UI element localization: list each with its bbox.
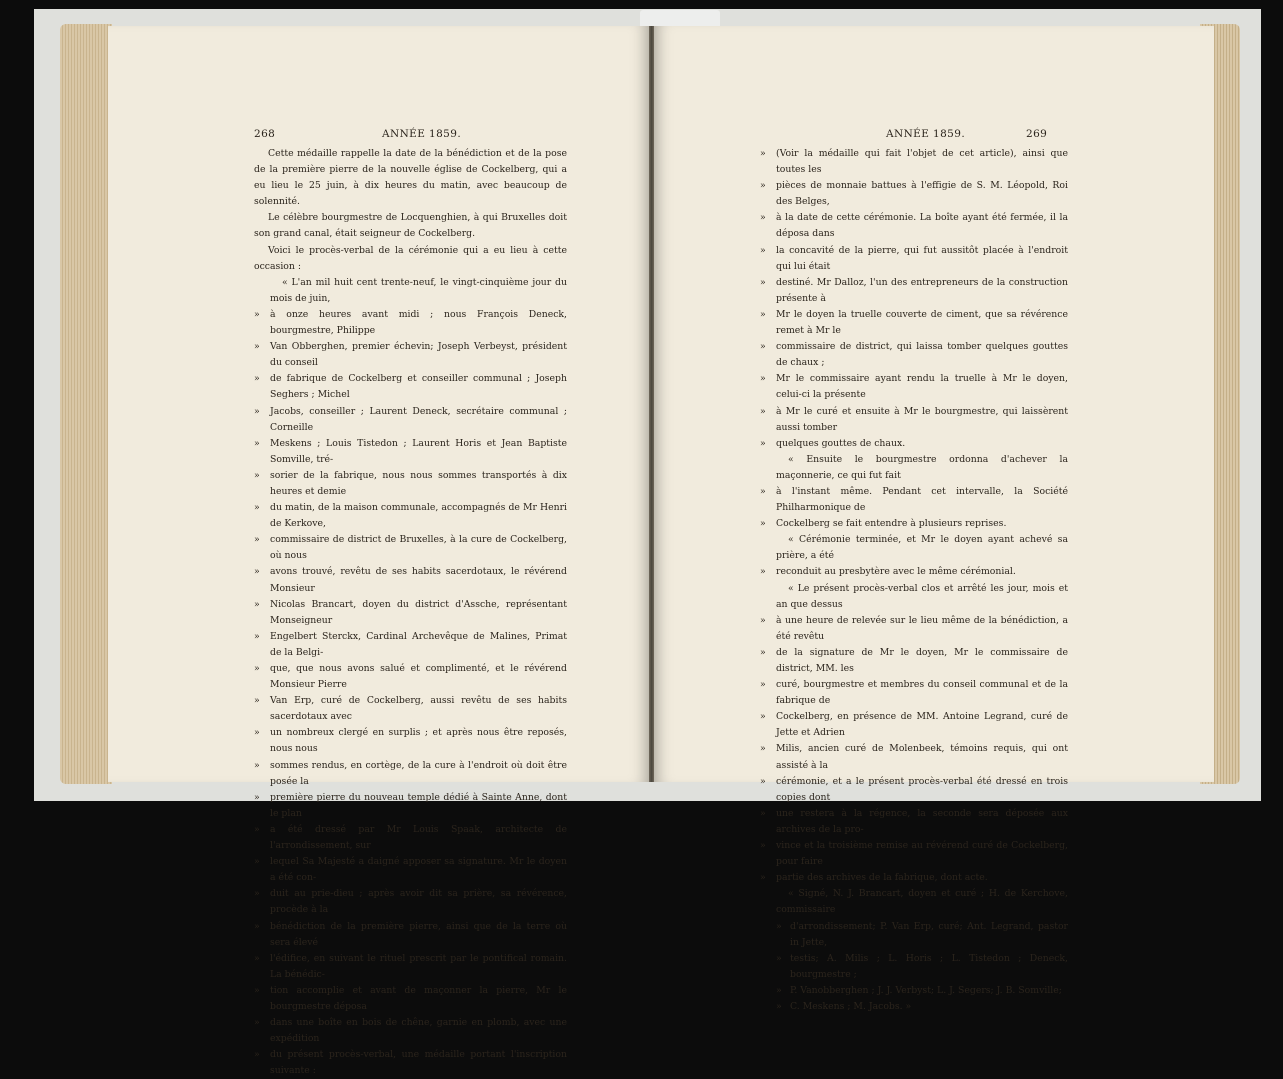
quote-line: » lequel Sa Majesté a daigné apposer sa signature. Mr le doyen a été con- — [254, 854, 567, 886]
quote-line: « Le présent procès-verbal clos et arrêté les jour, mois et an que dessus — [776, 582, 1068, 610]
quote-line: » Mr le doyen la truelle couverte de ciment, que sa révérence remet à Mr le — [760, 307, 1068, 339]
quote-line: » reconduit au presbytère avec le même cérémonial. — [760, 564, 1068, 580]
quote-line: » Van Obberghen, premier échevin; Joseph Verbeyst, président du conseil — [254, 339, 567, 371]
signature-line: » testis; A. Milis ; L. Horis ; L. Tistedon ; Deneck, bourgmestre ; — [760, 951, 1068, 983]
quote-line: » quelques gouttes de chaux. — [760, 436, 1068, 452]
right-text-block — [760, 146, 1068, 1015]
quote-line: » avons trouvé, revêtu de ses habits sacerdotaux, le révérend Monsieur — [254, 564, 567, 596]
quote-line: » curé, bourgmestre et membres du conseil communal et de la fabrique de — [760, 677, 1068, 709]
quote-line: » à l'instant même. Pendant cet intervalle, la Société Philharmonique de — [760, 484, 1068, 516]
quote-line: » un nombreux clergé en surplis ; et après nous être reposés, nous nous — [254, 725, 567, 757]
quote-line: » à la date de cette cérémonie. La boîte ayant été fermée, il la déposa dans — [760, 210, 1068, 242]
quote-line: » première pierre du nouveau temple dédié à Sainte Anne, dont le plan — [254, 790, 567, 822]
quote-line: » tion accomplie et avant de maçonner la pierre, Mr le bourgmestre déposa — [254, 983, 567, 1015]
quote-line: » Engelbert Sterckx, Cardinal Archevêque de Malines, Primat de la Belgi- — [254, 629, 567, 661]
quote-line: » Cockelberg se fait entendre à plusieurs reprises. — [760, 516, 1068, 532]
quote-line: » dans une boîte en bois de chêne, garnie en plomb, avec une expédition — [254, 1015, 567, 1047]
quote-line: » (Voir la médaille qui fait l'objet de cet article), ainsi que toutes les — [760, 146, 1068, 178]
quote-line: « Ensuite le bourgmestre ordonna d'achever la maçonnerie, ce qui fut fait — [776, 453, 1068, 481]
quote-line: » Milis, ancien curé de Molenbeek, témoins requis, qui ont assisté à la — [760, 741, 1068, 773]
right-page-number: 269 — [1026, 128, 1048, 140]
quote-line: » à onze heures avant midi ; nous François Deneck, bourgmestre, Philippe — [254, 307, 567, 339]
quote-line: » Cockelberg, en présence de MM. Antoine Legrand, curé de Jette et Adrien — [760, 709, 1068, 741]
quote-line: » de la signature de Mr le doyen, Mr le commissaire de district, MM. les — [760, 645, 1068, 677]
quote-line: » l'édifice, en suivant le rituel prescrit par le pontifical romain. La bénédic- — [254, 951, 567, 983]
left-running-head: ANNÉE 1859. — [382, 128, 462, 140]
quote-line: » à Mr le curé et ensuite à Mr le bourgmestre, qui laissèrent aussi tomber — [760, 404, 1068, 436]
quote-line: » sorier de la fabrique, nous nous sommes transportés à dix heures et demie — [254, 468, 567, 500]
quote-line: » Van Erp, curé de Cockelberg, aussi revêtu de ses habits sacerdotaux avec — [254, 693, 567, 725]
quote-line: » que, que nous avons salué et complimenté, et le révérend Monsieur Pierre — [254, 661, 567, 693]
quote-line: » destiné. Mr Dalloz, l'un des entrepreneurs de la construction présente à — [760, 275, 1068, 307]
right-page — [654, 26, 1214, 1012]
quote-line: » Mr le commissaire ayant rendu la truelle à Mr le doyen, celui-ci la présente — [760, 371, 1068, 403]
quote-line: » duit au prie-dieu ; après avoir dit sa prière, sa révérence, procède à la — [254, 886, 567, 918]
page-edges-left — [60, 24, 112, 784]
quote-line: » a été dressé par Mr Louis Spaak, architecte de l'arrondissement, sur — [254, 822, 567, 854]
quote-line: » bénédiction de la première pierre, ainsi que de la terre où sera élevé — [254, 919, 567, 951]
quote-line: » pièces de monnaie battues à l'effigie de S. M. Léopold, Roi des Belges, — [760, 178, 1068, 210]
quote-line: » Nicolas Brancart, doyen du district d'Assche, représentant Monseigneur — [254, 597, 567, 629]
quote-line: » commissaire de district de Bruxelles, à la cure de Cockelberg, où nous — [254, 532, 567, 564]
signature-line: » P. Vanobberghen ; J. J. Verbyst; L. J. Segers; J. B. Somville; — [760, 983, 1068, 999]
quote-line: » de fabrique de Cockelberg et conseiller communal ; Joseph Seghers ; Michel — [254, 371, 567, 403]
quote-line: » partie des archives de la fabrique, dont acte. — [760, 870, 1068, 886]
quote-line: « Cérémonie terminée, et Mr le doyen ayant achevé sa prière, a été — [776, 534, 1068, 562]
quote-line: » une restera à la régence, la seconde sera déposée aux archives de la pro- — [760, 806, 1068, 838]
quote-line: » Jacobs, conseiller ; Laurent Deneck, secrétaire communal ; Corneille — [254, 404, 567, 436]
quote-line: » cérémonie, et a le présent procès-verbal été dressé en trois copies dont — [760, 774, 1068, 806]
quote-line: » sommes rendus, en cortège, de la cure à l'endroit où doit être posée la — [254, 758, 567, 790]
quote-line: » commissaire de district, qui laissa tomber quelques gouttes de chaux ; — [760, 339, 1068, 371]
left-page — [108, 26, 649, 1077]
paragraph: Cette médaille rappelle la date de la bénédiction et de la pose de la première pierre de la nouvelle église de Cockelberg, qui a eu lieu le 25 juin, à dix heures du matin, avec beaucoup de solennité. — [254, 148, 567, 208]
right-running-head: ANNÉE 1859. — [886, 128, 966, 140]
quote-line: » à une heure de relevée sur le lieu même de la bénédiction, a été revêtu — [760, 613, 1068, 645]
quote-line: » vince et la troisième remise au révérend curé de Cockelberg, pour faire — [760, 838, 1068, 870]
quote-line: » la concavité de la pierre, qui fut aussitôt placée à l'endroit qui lui était — [760, 243, 1068, 275]
left-page-number: 268 — [254, 128, 276, 140]
signature-line: « Signé, N. J. Brancart, doyen et curé ; H. de Kerchove, commissaire — [776, 888, 1068, 916]
signature-line: » C. Meskens ; M. Jacobs. » — [760, 999, 1068, 1015]
paragraph: Voici le procès-verbal de la cérémonie qui a eu lieu à cette occasion : — [254, 244, 567, 272]
quote-line: » Meskens ; Louis Tistedon ; Laurent Horis et Jean Baptiste Somville, tré- — [254, 436, 567, 468]
left-text-block — [254, 146, 567, 1079]
quote-line: » du matin, de la maison communale, accompagnés de Mr Henri de Kerkove, — [254, 500, 567, 532]
paragraph: Le célèbre bourgmestre de Locquenghien, à qui Bruxelles doit son grand canal, était seigneur de Cockelberg. — [254, 212, 567, 240]
quote-line: « L'an mil huit cent trente-neuf, le vingt-cinquième jour du mois de juin, — [270, 276, 567, 304]
signature-line: » d'arrondissement; P. Van Erp, curé; Ant. Legrand, pastor in Jette, — [760, 919, 1068, 951]
quote-line: » du présent procès-verbal, une médaille portant l'inscription suivante : — [254, 1047, 567, 1079]
